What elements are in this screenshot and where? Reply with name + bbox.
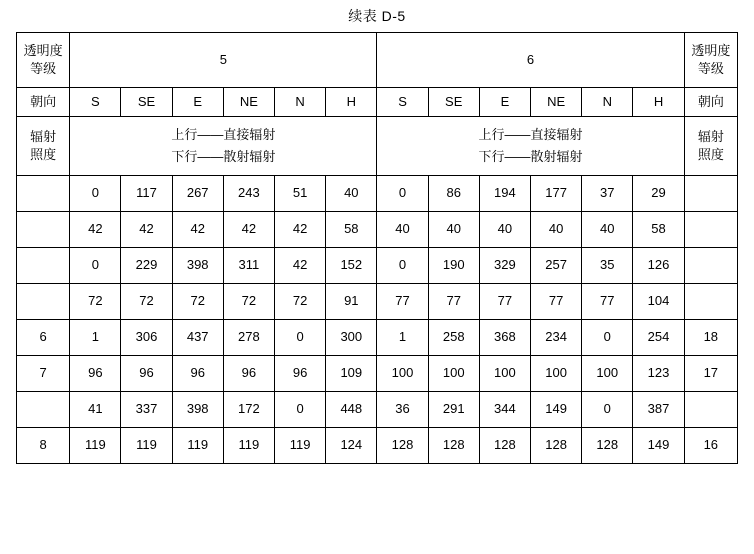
header-radiation-left-line1: 辐射 <box>30 129 57 145</box>
cell-6-se-6: 291 <box>428 392 479 428</box>
cell-5-s-2: 0 <box>70 248 121 284</box>
cell-6-e-3: 77 <box>479 284 530 320</box>
cell-5-se-2: 229 <box>121 248 172 284</box>
cell-6-s-4: 1 <box>377 320 428 356</box>
header-note-group-6 <box>377 117 684 176</box>
cell-6-ne-3: 77 <box>531 284 582 320</box>
row-label-right-0 <box>684 176 737 212</box>
header-transparency-left <box>17 33 70 88</box>
cell-6-ne-0: 177 <box>531 176 582 212</box>
table-row <box>17 356 738 392</box>
cell-5-ne-2: 311 <box>223 248 274 284</box>
header-note-6-line1: 上行——直接辐射 <box>478 126 583 142</box>
header-note-5-line1: 上行——直接辐射 <box>171 126 276 142</box>
cell-6-h-7: 149 <box>633 428 684 464</box>
cell-6-se-7: 128 <box>428 428 479 464</box>
cell-6-ne-2: 257 <box>531 248 582 284</box>
cell-5-ne-0: 243 <box>223 176 274 212</box>
header-radiation-left-line2: 照度 <box>30 147 57 162</box>
cell-5-s-6: 41 <box>70 392 121 428</box>
cell-6-s-5: 100 <box>377 356 428 392</box>
header-radiation-right-line1: 辐射 <box>697 129 724 145</box>
header-transparency-right-line1: 透明度 <box>691 43 731 59</box>
header-radiation-right <box>684 117 737 176</box>
cell-5-e-3: 72 <box>172 284 223 320</box>
cell-6-h-6: 387 <box>633 392 684 428</box>
cell-6-e-1: 40 <box>479 212 530 248</box>
cell-5-n-5: 96 <box>274 356 325 392</box>
cell-6-h-0: 29 <box>633 176 684 212</box>
cell-5-se-4: 306 <box>121 320 172 356</box>
row-label-right-3 <box>684 284 737 320</box>
cell-6-se-4: 258 <box>428 320 479 356</box>
cell-5-e-1: 42 <box>172 212 223 248</box>
cell-5-e-5: 96 <box>172 356 223 392</box>
header-dir-6-h: H <box>633 88 684 117</box>
header-transparency-left-line2: 等级 <box>30 61 57 76</box>
header-dir-6-s: S <box>377 88 428 117</box>
table-row <box>17 212 738 248</box>
header-dir-5-n: N <box>274 88 325 117</box>
radiation-data-table <box>16 32 738 464</box>
cell-5-n-2: 42 <box>274 248 325 284</box>
cell-6-s-3: 77 <box>377 284 428 320</box>
cell-5-e-7: 119 <box>172 428 223 464</box>
cell-6-h-2: 126 <box>633 248 684 284</box>
table-row <box>17 176 738 212</box>
header-dir-5-h: H <box>326 88 377 117</box>
cell-5-s-5: 96 <box>70 356 121 392</box>
row-label-right-2 <box>684 248 737 284</box>
table-row <box>17 284 738 320</box>
cell-6-h-3: 104 <box>633 284 684 320</box>
cell-5-n-1: 42 <box>274 212 325 248</box>
cell-6-s-0: 0 <box>377 176 428 212</box>
table-row <box>17 320 738 356</box>
table-row <box>17 248 738 284</box>
cell-5-n-3: 72 <box>274 284 325 320</box>
cell-6-e-4: 368 <box>479 320 530 356</box>
cell-5-h-5: 109 <box>326 356 377 392</box>
row-label-right-4: 18 <box>684 320 737 356</box>
cell-5-h-6: 448 <box>326 392 377 428</box>
header-dir-6-ne: NE <box>531 88 582 117</box>
cell-5-e-2: 398 <box>172 248 223 284</box>
cell-5-e-4: 437 <box>172 320 223 356</box>
cell-5-s-0: 0 <box>70 176 121 212</box>
cell-5-n-7: 119 <box>274 428 325 464</box>
row-label-left-6 <box>17 392 70 428</box>
row-label-left-7: 8 <box>17 428 70 464</box>
row-label-right-1 <box>684 212 737 248</box>
cell-5-h-4: 300 <box>326 320 377 356</box>
header-dir-6-e: E <box>479 88 530 117</box>
row-label-left-3 <box>17 284 70 320</box>
cell-6-ne-6: 149 <box>531 392 582 428</box>
cell-6-n-4: 0 <box>582 320 633 356</box>
cell-5-n-0: 51 <box>274 176 325 212</box>
cell-6-se-5: 100 <box>428 356 479 392</box>
cell-6-h-5: 123 <box>633 356 684 392</box>
cell-6-s-1: 40 <box>377 212 428 248</box>
row-label-right-7: 16 <box>684 428 737 464</box>
cell-6-se-2: 190 <box>428 248 479 284</box>
cell-5-h-0: 40 <box>326 176 377 212</box>
header-dir-6-se: SE <box>428 88 479 117</box>
header-transparency-right <box>684 33 737 88</box>
header-note-5-line2: 下行——散射辐射 <box>171 149 276 164</box>
cell-6-n-0: 37 <box>582 176 633 212</box>
cell-6-h-4: 254 <box>633 320 684 356</box>
cell-5-ne-4: 278 <box>223 320 274 356</box>
cell-6-s-2: 0 <box>377 248 428 284</box>
cell-6-n-1: 40 <box>582 212 633 248</box>
cell-5-ne-7: 119 <box>223 428 274 464</box>
cell-5-n-4: 0 <box>274 320 325 356</box>
cell-5-ne-5: 96 <box>223 356 274 392</box>
header-dir-5-se: SE <box>121 88 172 117</box>
cell-6-ne-1: 40 <box>531 212 582 248</box>
cell-6-e-0: 194 <box>479 176 530 212</box>
header-dir-5-e: E <box>172 88 223 117</box>
row-label-left-1 <box>17 212 70 248</box>
table-row <box>17 392 738 428</box>
cell-5-s-4: 1 <box>70 320 121 356</box>
cell-5-se-5: 96 <box>121 356 172 392</box>
header-dir-5-ne: NE <box>223 88 274 117</box>
cell-5-e-0: 267 <box>172 176 223 212</box>
row-label-left-5: 7 <box>17 356 70 392</box>
cell-6-ne-4: 234 <box>531 320 582 356</box>
cell-6-n-7: 128 <box>582 428 633 464</box>
cell-6-ne-7: 128 <box>531 428 582 464</box>
cell-6-s-6: 36 <box>377 392 428 428</box>
header-group-5: 5 <box>70 33 377 88</box>
table-row <box>17 428 738 464</box>
header-direction-right-label: 朝向 <box>684 88 737 117</box>
header-dir-5-s: S <box>70 88 121 117</box>
header-group-6: 6 <box>377 33 684 88</box>
cell-6-se-0: 86 <box>428 176 479 212</box>
page-title: 续表 D-5 <box>348 8 406 24</box>
row-label-left-0 <box>17 176 70 212</box>
cell-5-n-6: 0 <box>274 392 325 428</box>
header-radiation-left <box>17 117 70 176</box>
row-label-right-5: 17 <box>684 356 737 392</box>
cell-6-se-3: 77 <box>428 284 479 320</box>
cell-5-ne-6: 172 <box>223 392 274 428</box>
cell-6-e-7: 128 <box>479 428 530 464</box>
cell-5-h-3: 91 <box>326 284 377 320</box>
cell-6-s-7: 128 <box>377 428 428 464</box>
cell-5-ne-3: 72 <box>223 284 274 320</box>
header-dir-6-n: N <box>582 88 633 117</box>
table-header-row-transparency <box>17 33 738 88</box>
cell-6-e-2: 329 <box>479 248 530 284</box>
cell-6-ne-5: 100 <box>531 356 582 392</box>
cell-5-se-7: 119 <box>121 428 172 464</box>
row-label-left-2 <box>17 248 70 284</box>
cell-6-h-1: 58 <box>633 212 684 248</box>
header-note-group-5 <box>70 117 377 176</box>
table-header-row-radiation <box>17 117 738 176</box>
cell-6-n-2: 35 <box>582 248 633 284</box>
cell-5-e-6: 398 <box>172 392 223 428</box>
cell-5-s-7: 119 <box>70 428 121 464</box>
header-transparency-right-line2: 等级 <box>697 61 724 76</box>
cell-5-s-1: 42 <box>70 212 121 248</box>
cell-5-se-0: 117 <box>121 176 172 212</box>
table-header-row-direction <box>17 88 738 117</box>
row-label-left-4: 6 <box>17 320 70 356</box>
header-transparency-left-line1: 透明度 <box>23 43 63 59</box>
cell-5-se-6: 337 <box>121 392 172 428</box>
cell-6-se-1: 40 <box>428 212 479 248</box>
cell-6-e-5: 100 <box>479 356 530 392</box>
cell-6-n-3: 77 <box>582 284 633 320</box>
header-radiation-right-line2: 照度 <box>697 147 724 162</box>
cell-5-ne-1: 42 <box>223 212 274 248</box>
cell-5-se-3: 72 <box>121 284 172 320</box>
cell-5-h-1: 58 <box>326 212 377 248</box>
header-note-6-line2: 下行——散射辐射 <box>478 149 583 164</box>
cell-6-n-6: 0 <box>582 392 633 428</box>
header-direction-left-label: 朝向 <box>17 88 70 117</box>
cell-5-h-7: 124 <box>326 428 377 464</box>
cell-5-h-2: 152 <box>326 248 377 284</box>
cell-6-n-5: 100 <box>582 356 633 392</box>
cell-5-se-1: 42 <box>121 212 172 248</box>
cell-5-s-3: 72 <box>70 284 121 320</box>
cell-6-e-6: 344 <box>479 392 530 428</box>
row-label-right-6 <box>684 392 737 428</box>
